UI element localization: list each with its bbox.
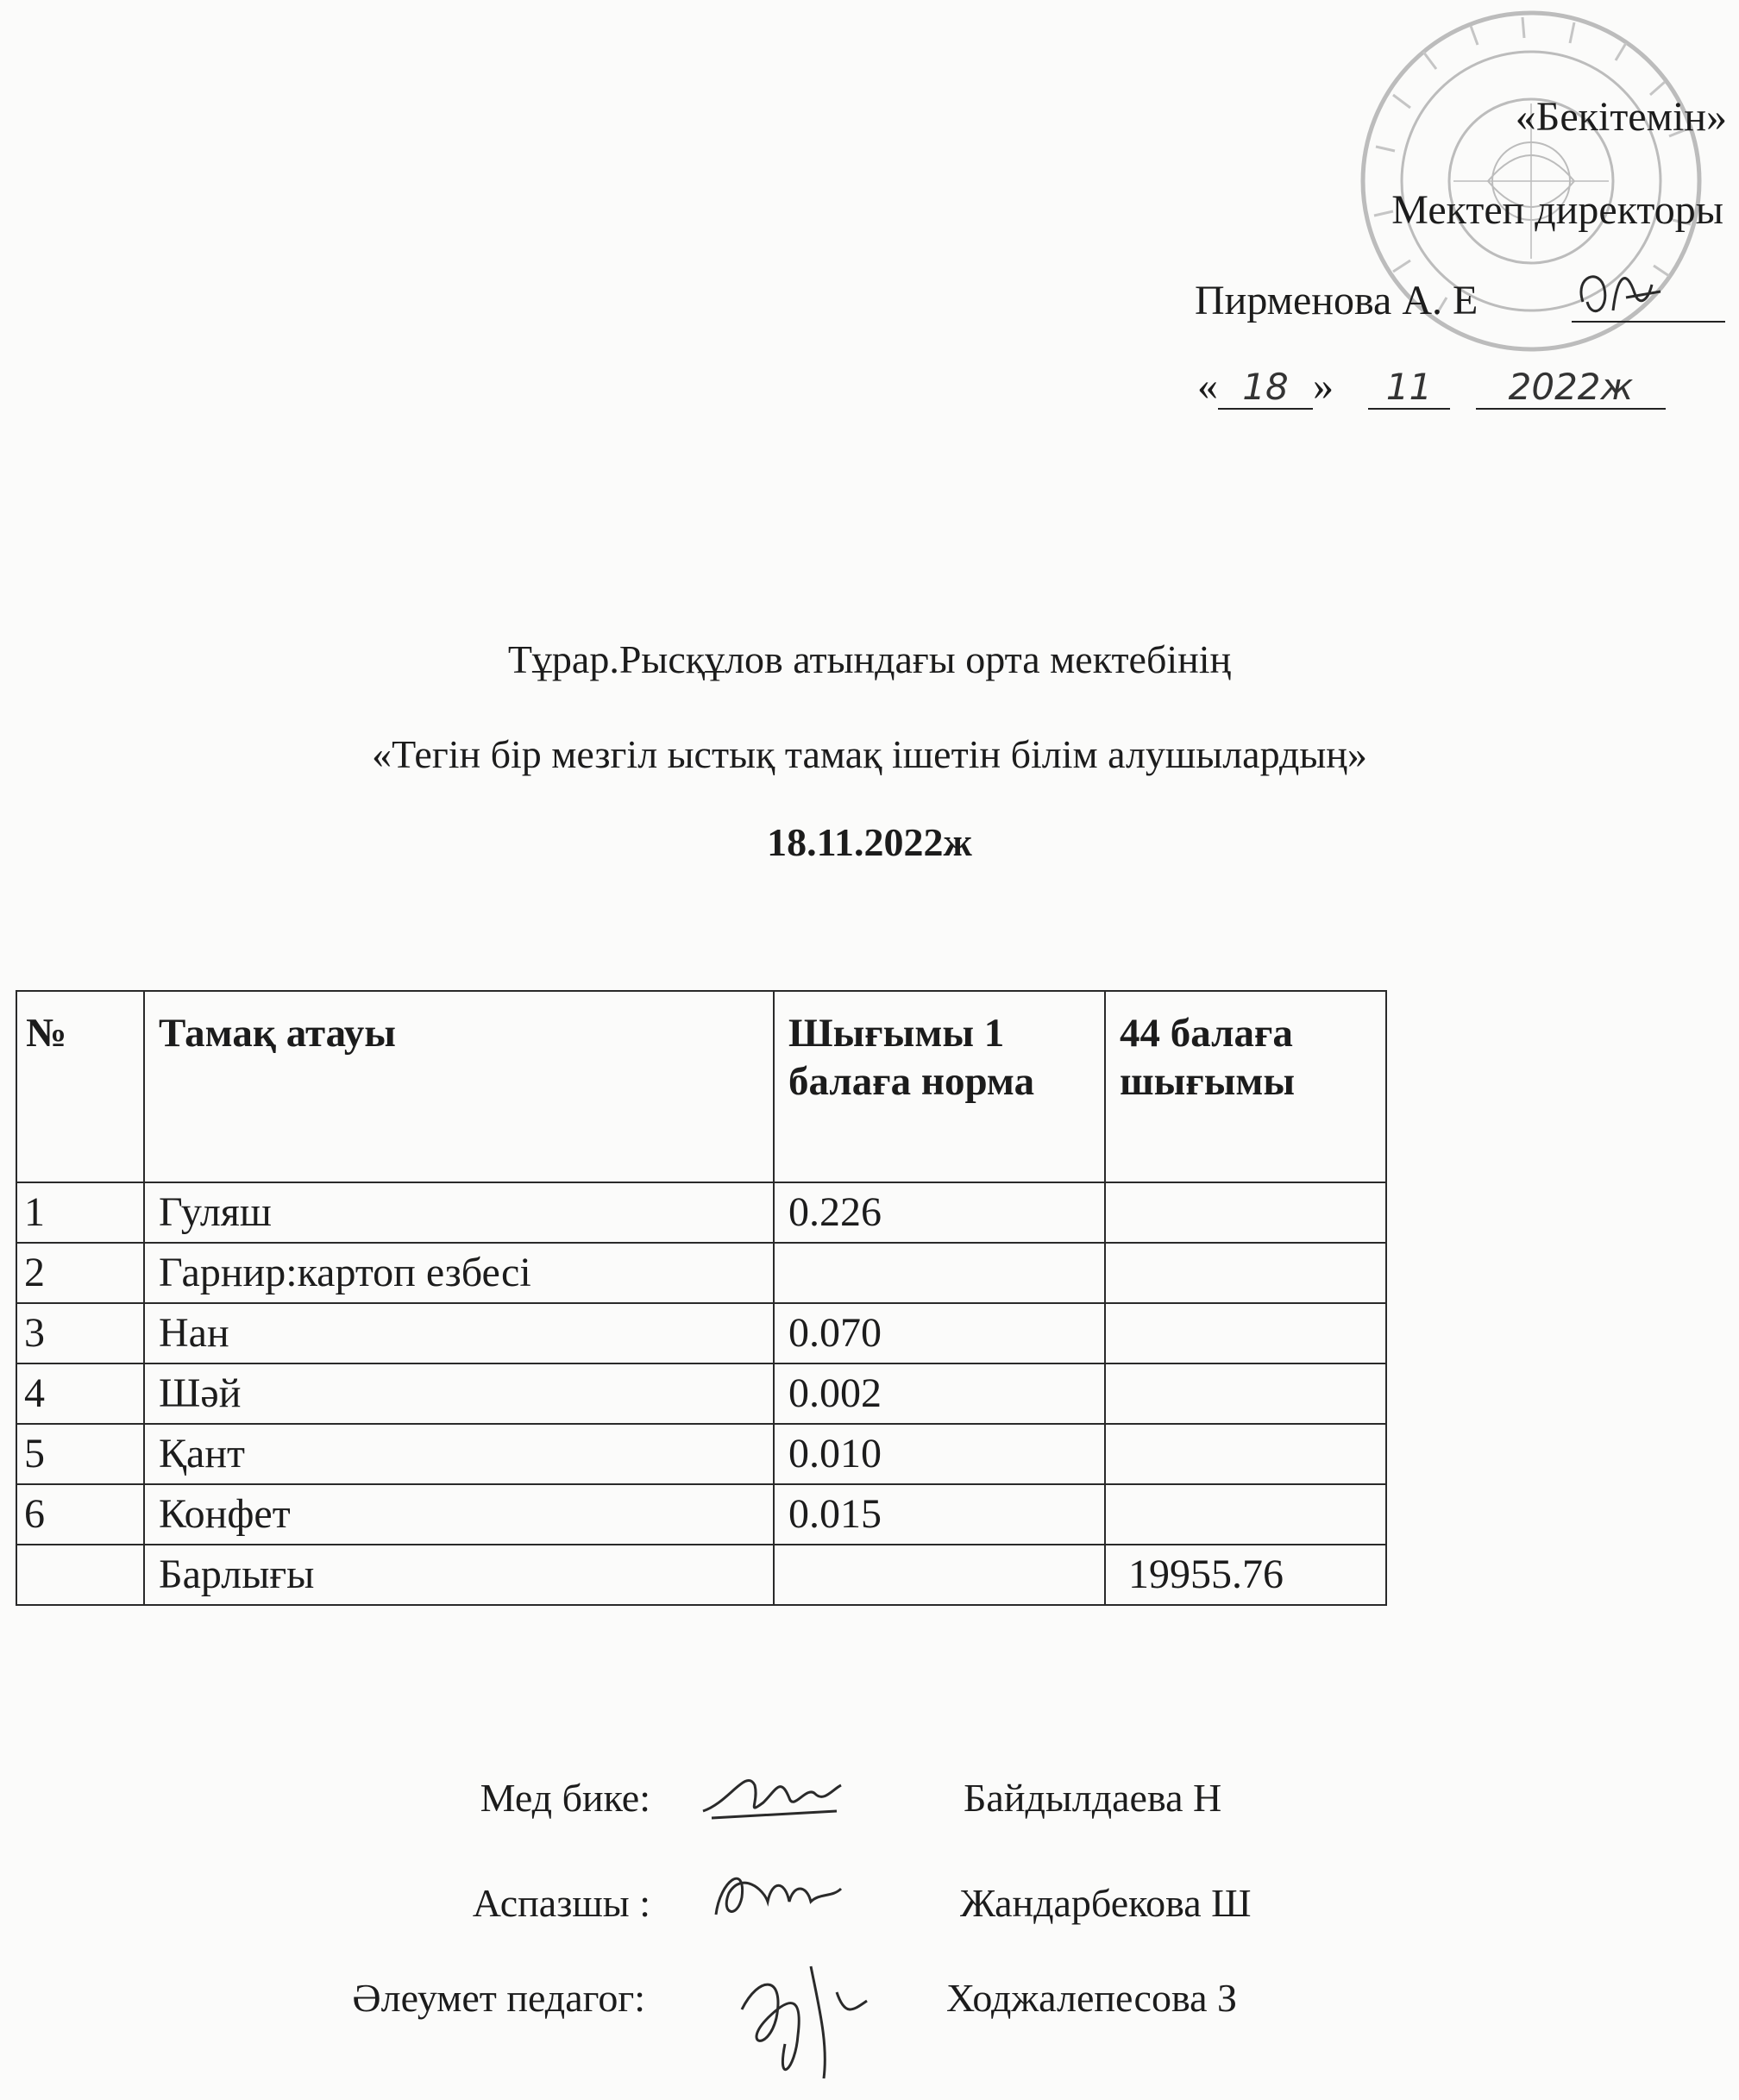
cook-name: Жандарбекова Ш — [960, 1881, 1252, 1925]
document-subject-heading: «Тегін бір мезгіл ыстық тамақ ішетін білім алушылардың» — [372, 732, 1367, 776]
row-norm: 0.002 — [774, 1363, 1105, 1424]
row-total — [1105, 1484, 1386, 1545]
row-norm — [774, 1243, 1105, 1303]
date-open-quote: « — [1197, 363, 1218, 409]
cook-signature — [703, 1846, 850, 1940]
row-total — [1105, 1243, 1386, 1303]
row-norm: 0.015 — [774, 1484, 1105, 1545]
table-row — [16, 1243, 1386, 1303]
approval-date — [1197, 362, 1666, 410]
total-norm — [774, 1545, 1105, 1605]
nurse-signature — [694, 1751, 850, 1837]
row-number: 1 — [16, 1182, 144, 1243]
row-number: 5 — [16, 1424, 144, 1484]
table-row — [16, 1182, 1386, 1243]
date-day: 18 — [1218, 366, 1313, 410]
director-position: Мектеп директоры — [1391, 187, 1723, 233]
row-dish-name: Қант — [144, 1424, 774, 1484]
row-total — [1105, 1182, 1386, 1243]
row-total — [1105, 1424, 1386, 1484]
header-number: № — [16, 991, 144, 1182]
nurse-name: Байдылдаева Н — [964, 1776, 1222, 1820]
cook-label: Аспазшы : — [472, 1881, 650, 1925]
row-number: 4 — [16, 1363, 144, 1424]
table-total-row — [16, 1545, 1386, 1605]
header-total-44-children: 44 балаға шығымы — [1105, 991, 1386, 1182]
date-month: 11 — [1368, 366, 1450, 410]
social-pedagogue-name: Ходжалепесова З — [946, 1976, 1238, 2020]
date-year: 2022ж — [1476, 366, 1666, 410]
date-close-quote: » — [1313, 363, 1334, 409]
row-number: 3 — [16, 1303, 144, 1363]
row-total — [1105, 1363, 1386, 1424]
director-signature — [1566, 259, 1669, 328]
social-pedagogue-signature — [716, 1940, 880, 2096]
school-name-heading: Тұрар.Рысқұлов атындағы орта мектебінің — [507, 637, 1232, 681]
table-row — [16, 1424, 1386, 1484]
row-norm: 0.070 — [774, 1303, 1105, 1363]
document-date-heading: 18.11.2022ж — [767, 820, 972, 864]
table-row — [16, 1303, 1386, 1363]
row-dish-name: Нан — [144, 1303, 774, 1363]
row-number: 6 — [16, 1484, 144, 1545]
total-number — [16, 1545, 144, 1605]
row-dish-name: Гарнир:картоп езбесі — [144, 1243, 774, 1303]
total-label: Барлығы — [144, 1545, 774, 1605]
row-dish-name: Гуляш — [144, 1182, 774, 1243]
menu-table — [16, 990, 1387, 1606]
table-row — [16, 1363, 1386, 1424]
header-norm-per-child: Шығымы 1 балаға норма — [774, 991, 1105, 1182]
row-norm: 0.226 — [774, 1182, 1105, 1243]
header-dish-name: Тамақ атауы — [144, 991, 774, 1182]
table-header-row — [16, 991, 1386, 1182]
table-row — [16, 1484, 1386, 1545]
row-dish-name: Конфет — [144, 1484, 774, 1545]
nurse-label: Мед бике: — [480, 1776, 650, 1820]
row-total — [1105, 1303, 1386, 1363]
director-name: Пирменова А. Е — [1195, 278, 1478, 323]
total-value: 19955.76 — [1105, 1545, 1386, 1605]
social-pedagogue-label: Әлеумет педагог: — [352, 1976, 645, 2020]
row-number: 2 — [16, 1243, 144, 1303]
approval-title: «Бекітемін» — [1515, 94, 1727, 140]
row-dish-name: Шәй — [144, 1363, 774, 1424]
row-norm: 0.010 — [774, 1424, 1105, 1484]
